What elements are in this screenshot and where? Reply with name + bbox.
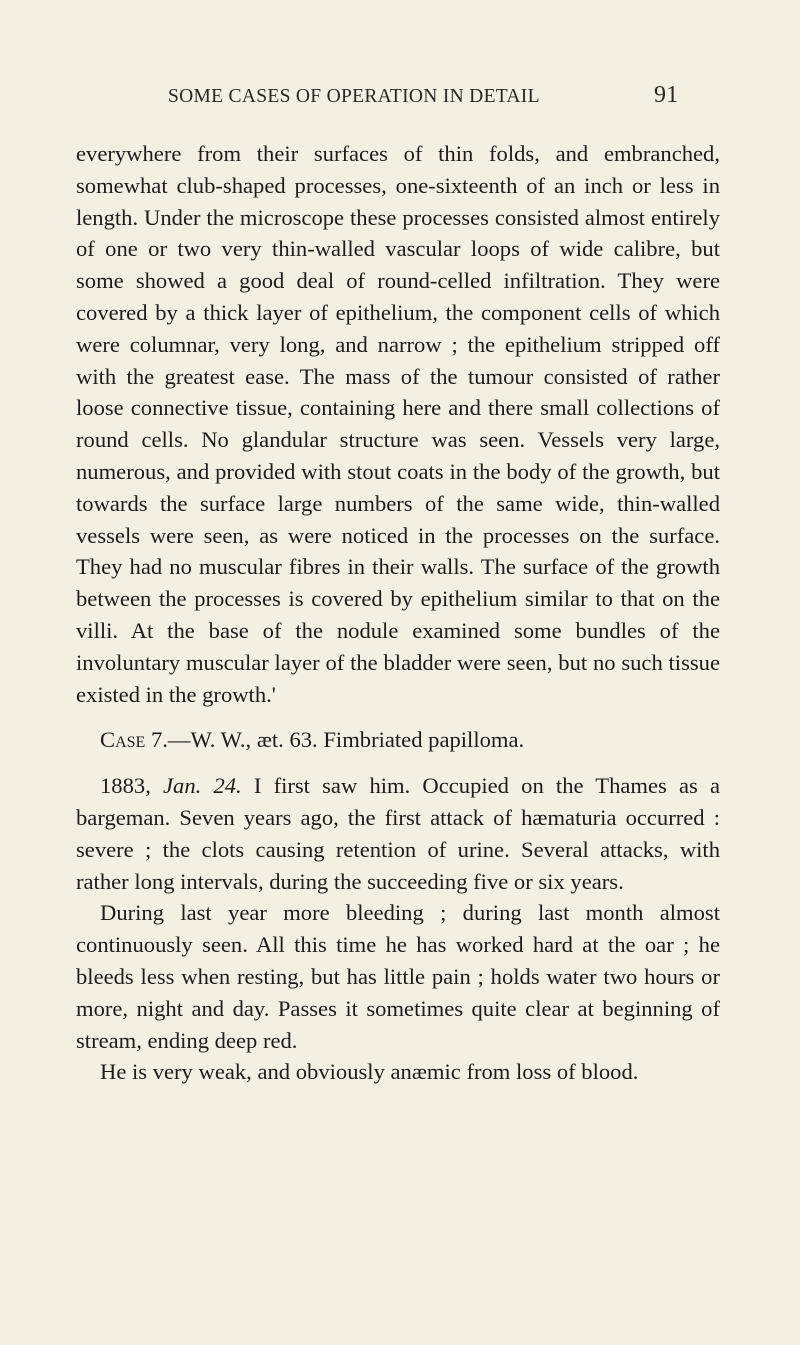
running-head	[168, 82, 708, 108]
case-heading	[76, 724, 720, 756]
case-description: —W. W., æt. 63. Fimbriated papilloma.	[167, 727, 525, 753]
paragraph-continued: everywhere from their surfaces of thin folds, and embranched, somewhat club-shaped processes, one-sixteenth of an inch or less in length. Under the microscope these processes consisted almost entirely of one or two very thin-walled vascular loops of wide calibre, but some showed a good deal of round-celled infiltration. They were covered by a thick layer of epithelium, the component cells of which were columnar, very long, and narrow ; the epithelium stripped off with the greatest ease. The mass of the tumour consisted of rather loose connective tissue, containing here and there small collections of round cells. No glandular structure was seen. Vessels very large, numerous, and provided with stout coats in the body of the growth, but towards the surface large numbers of the same wide, thin-walled vessels were seen, as were noticed in the processes on the surface. They had no muscular fibres in their walls. The surface of the growth between the processes is covered by epithelium similar to that on the villi. At the base of the nodule examined some bundles of the involuntary muscular layer of the bladder were seen, but no such tissue existed in the growth.'	[76, 141, 720, 707]
entry-year: 1883,	[100, 773, 164, 799]
page-number: 91	[654, 82, 679, 108]
body-text	[76, 138, 720, 1088]
paragraph: During last year more bleeding ; during last month almost continuously seen. All this time he has worked hard at the oar ; he bleeds less when resting, but has little pain ; holds water two hours or more, night and day. Passes it sometimes quite clear at beginning of stream, ending deep red.	[76, 900, 720, 1053]
running-title: SOME CASES OF OPERATION IN DETAIL	[168, 86, 540, 107]
case-label: Case 7.	[100, 727, 168, 753]
paragraph: He is very weak, and obviously anæmic from loss of blood.	[100, 1059, 639, 1085]
case-entry	[76, 770, 720, 897]
entry-date: Jan. 24.	[163, 773, 242, 799]
entry-text: I first saw him. Occupied on the Thames as a bargeman. Seven years ago, the first attack of hæmaturia occurred : severe ; the clots causing retention of urine. Several attacks, with rather long intervals, during the succeeding five or six years.	[76, 773, 720, 894]
